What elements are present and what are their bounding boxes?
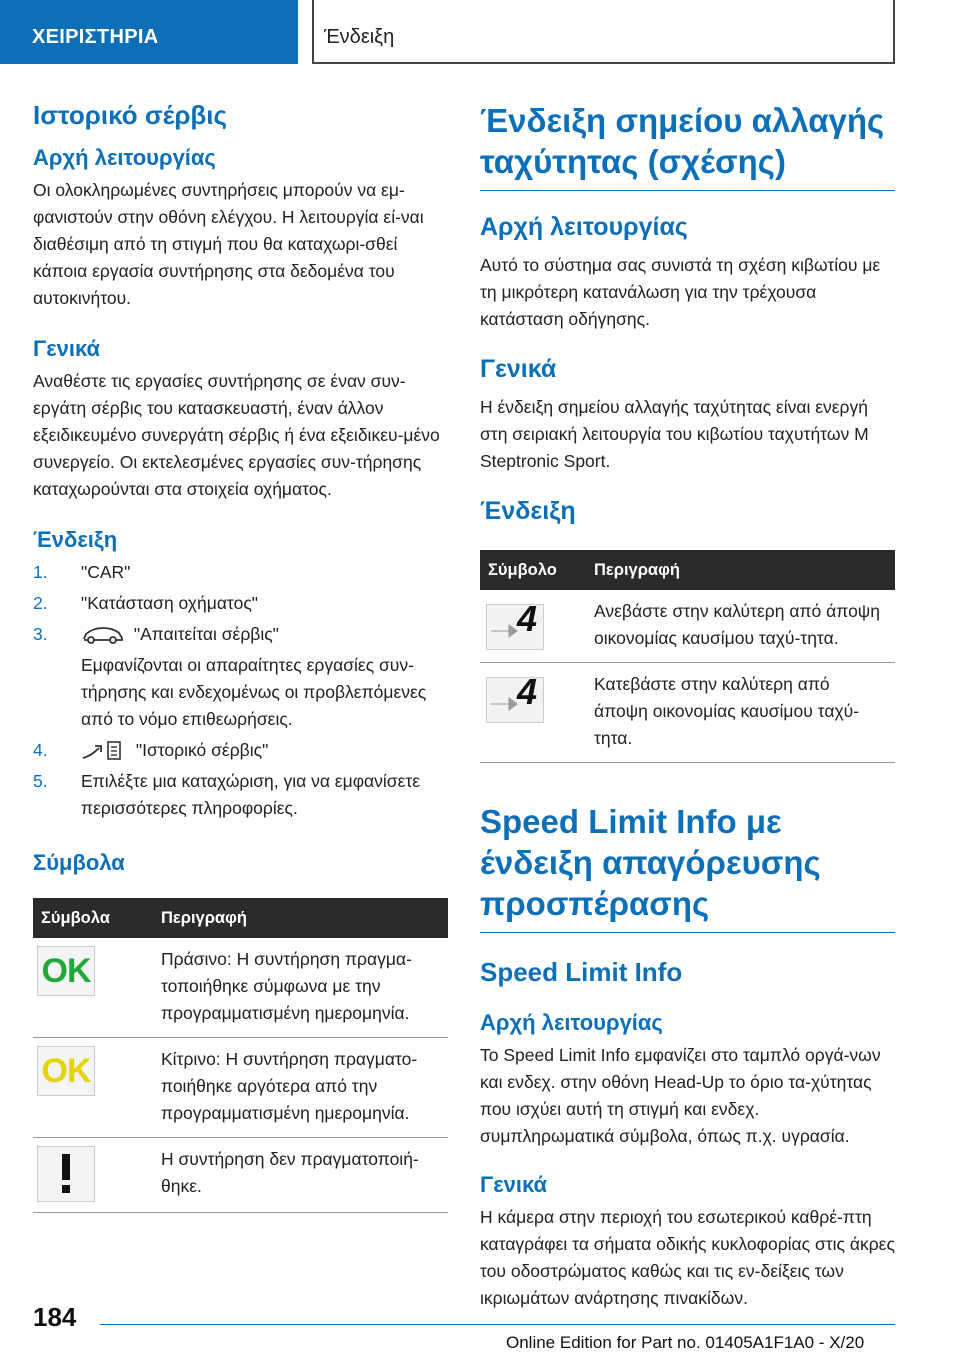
exclamation-icon <box>37 1146 95 1202</box>
car-service-icon <box>81 625 125 645</box>
column-header-description: Περιγραφή <box>586 550 895 590</box>
shift-principle-heading: Αρχή λειτουργίας <box>480 213 688 241</box>
service-symbols-table <box>33 898 448 1213</box>
list-item: 2. "Κατάσταση οχήματος" <box>33 593 258 613</box>
section-title: ΧΕΙΡΙΣΤΗΡΙΑ <box>32 26 159 48</box>
table-header-row <box>480 550 895 590</box>
ok-yellow-icon: OK <box>37 1046 95 1096</box>
shift-display-heading: Ένδειξη <box>480 497 576 525</box>
shift-general-text: Η ένδειξη σημείου αλλαγής ταχύτητας είναι ενεργή στη σειριακή λειτουργία του κιβωτίου ταχυτήτων M Steptronic Sport. <box>480 397 869 471</box>
general-text: Αναθέστε τις εργασίες συντήρησης σε έναν συν-εργάτη σέρβις του κατασκευαστή, έναν άλλον εξειδικευμένο συνεργάτη σέρβις ή ένα εξειδικευ-μένο συνεργείο. Οι εκτελεσμένες εργασίες συν-τήρησης καταχωρούνται στα στοιχεία οχήματος. <box>33 371 440 499</box>
footer-divider <box>100 1324 895 1325</box>
general-heading: Γενικά <box>33 336 101 361</box>
left-column <box>33 100 448 1213</box>
speed-general-heading: Γενικά <box>480 1172 548 1197</box>
steps-list <box>33 559 448 822</box>
list-item: 3. "Απαιτείται σέρβις" Εμφανίζονται οι απαραίτητες εργασίες συν-τήρησης και ενδεχομένως οι προβλεπόμενες από το νόμο επιθεωρήσεις. <box>33 621 448 733</box>
shift-symbols-table <box>480 550 895 763</box>
principle-heading: Αρχή λειτουργίας <box>33 145 216 170</box>
list-item: 4. "Ιστορικό σέρβις" <box>33 737 448 764</box>
service-history-title: Ιστορικό σέρβις <box>33 100 228 130</box>
service-history-icon <box>81 740 127 762</box>
shift-principle-text: Αυτό το σύστημα σας συνιστά τη σχέση κιβωτίου με τη μικρότερη κατανάλωση για την τρέχουσα κατάσταση οδήγησης. <box>480 255 881 329</box>
step-subtext: Εμφανίζονται οι απαραίτητες εργασίες συν-τήρησης και ενδεχομένως οι προβλεπόμενες από το νόμο επιθεωρήσεις. <box>81 655 427 729</box>
ok-green-icon: OK <box>37 946 95 996</box>
column-header-description: Περιγραφή <box>153 898 448 938</box>
table-row: OK Κίτρινο: Η συντήρηση πραγματο-ποιήθηκε αργότερα από την προγραμματισμένη ημερομηνία. <box>33 1038 448 1138</box>
column-header-symbol: Σύμβολο <box>480 550 586 590</box>
chapter-title: Ένδειξη <box>324 26 395 48</box>
table-header-row <box>33 898 448 938</box>
table-row: OK Πράσινο: Η συντήρηση πραγμα-τοποιήθηκε σύμφωνα με την προγραμματισμένη ημερομηνία. <box>33 938 448 1038</box>
upshift-arrow-icon: 4 <box>486 604 544 650</box>
list-item: 1. "CAR" <box>33 562 131 582</box>
list-item: 5. Επιλέξτε μια καταχώριση, για να εμφανίσετε περισσότερες πληροφορίες. <box>33 771 421 818</box>
speed-general-text: Η κάμερα στην περιοχή του εσωτερικού καθρέ-πτη καταγράφει τα σήματα οδικής κυκλοφορίας στις άκρες του οδοστρώματος καθώς και τις εν-δείξεις των ικριωμάτων ανάρτησης πινακίδων. <box>480 1207 895 1308</box>
downshift-arrow-icon: 4 <box>486 677 544 723</box>
right-column <box>480 100 895 1312</box>
table-row: Η συντήρηση δεν πραγματοποιή-θηκε. <box>33 1138 448 1213</box>
principle-text: Οι ολοκληρωμένες συντηρήσεις μπορούν να εμ-φανιστούν στην οθόνη ελέγχου. Η λειτουργία εί-ναι διαθέσιμη από τη στιγμή που θα καταχωρι-σθεί κάποια εργασία συντήρησης στα δεδομένα του αυτοκινήτου. <box>33 180 424 308</box>
page-header <box>0 0 960 66</box>
speed-principle-heading: Αρχή λειτουργίας <box>480 1010 663 1035</box>
page-number: 184 <box>33 1302 77 1332</box>
edition-text: Online Edition for Part no. 01405A1F1A0 - X/20 <box>506 1333 865 1352</box>
speed-limit-title: Speed Limit Info με ένδειξη απαγόρευσης προσπέρασης <box>480 801 895 933</box>
speed-principle-text: Το Speed Limit Info εμφανίζει στο ταμπλό οργά-νων και ενδεχ. στην οθόνη Head-Up το όριο τα-χύτητας που ισχύει αυτή τη στιγμή και ενδεχ. συμπληρωματικά σύμβολα, όπως π.χ. υγρασία. <box>480 1045 881 1146</box>
section-tab <box>0 0 298 64</box>
speed-limit-subtitle: Speed Limit Info <box>480 957 683 987</box>
chapter-tab <box>312 0 895 64</box>
table-row: 4 Κατεβάστε στην καλύτερη από άποψη οικονομίας καυσίμου ταχύ-τητα. <box>480 663 895 763</box>
display-heading: Ένδειξη <box>33 527 118 552</box>
table-row: 4 Ανεβάστε στην καλύτερη από άποψη οικονομίας καυσίμου ταχύ-τητα. <box>480 590 895 663</box>
shift-general-heading: Γενικά <box>480 355 557 383</box>
column-header-symbol: Σύμβολα <box>33 898 153 938</box>
shift-indicator-title: Ένδειξη σημείου αλλαγής ταχύτητας (σχέσης) <box>480 100 895 191</box>
symbols-heading: Σύμβολα <box>33 850 125 875</box>
